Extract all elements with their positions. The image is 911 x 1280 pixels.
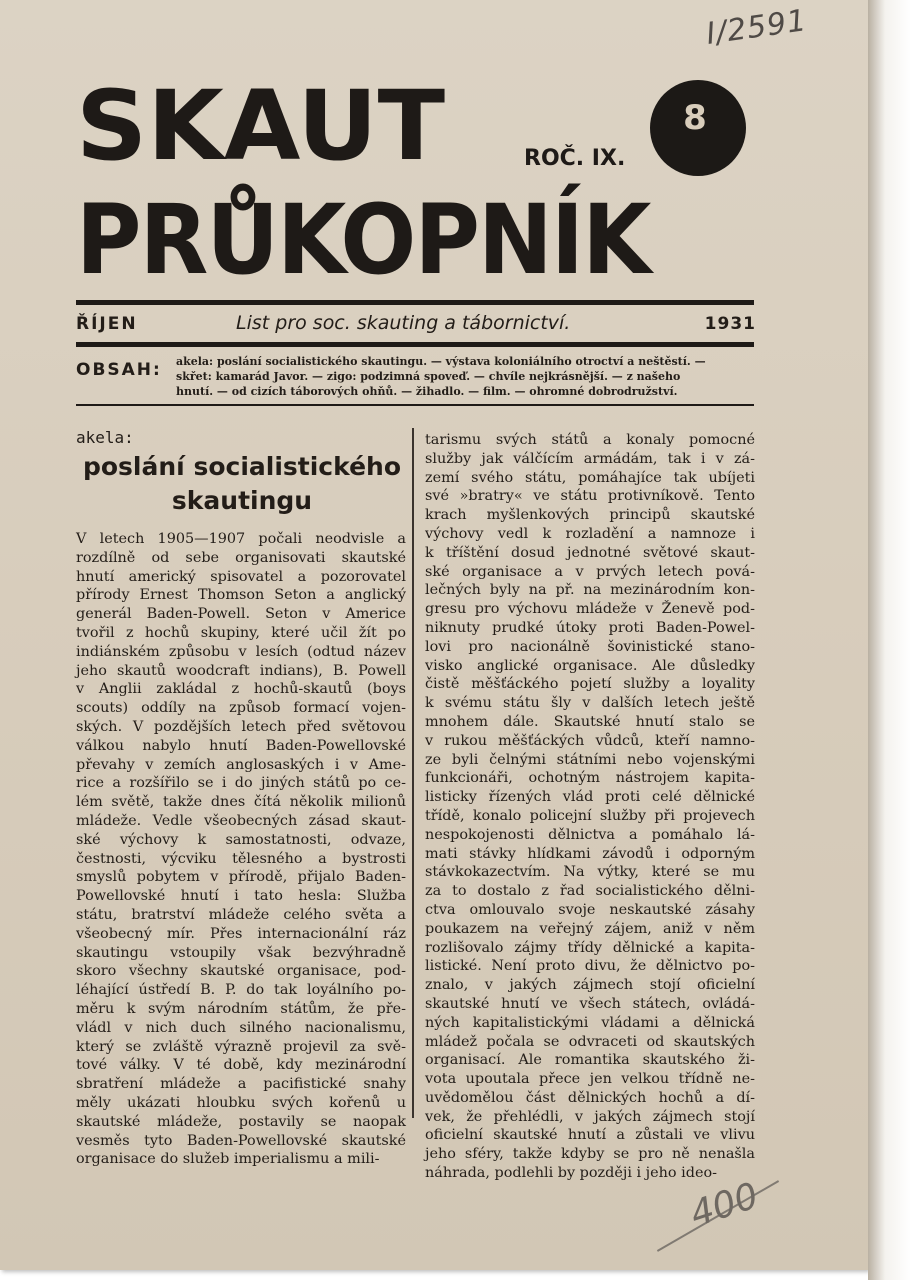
contents-label: OBSAH:	[76, 360, 162, 380]
article-line: lovi pro nacionálně šovinistické stano-	[425, 638, 755, 655]
article-line: služby jak válčícím armádám, tak i v zá-	[425, 450, 755, 467]
article-line: listicky řízených vlád proti celé dělnické	[425, 789, 755, 806]
article-line: který se zvláště výrazně projevil za svě-	[76, 1038, 406, 1055]
contents-list	[176, 354, 756, 399]
pencil-number-handwritten: 400	[685, 1175, 764, 1236]
issue-year: 1931	[704, 314, 756, 334]
article-line: měly ukázati hloubku svých kořenů u	[76, 1094, 406, 1111]
issue-number: 8	[683, 98, 707, 138]
article-line: tvořil z hochů skupiny, které učil žít po	[76, 624, 406, 641]
article-line: ctva omlouvalo svoje neskautské zásahy	[425, 901, 755, 918]
article-title: poslání socialistického skautingu	[82, 452, 402, 515]
article-line: třídě, konalo policejní služby při projevech	[425, 807, 755, 824]
article-line: gresu pro výchovu mládeže v Ženevě pod-	[425, 601, 755, 618]
article-line: sbratření mládeže a pacifistické snahy	[76, 1076, 406, 1093]
article-line: přírody Ernest Thomson Seton a anglický	[76, 587, 406, 604]
article-line: znalo, v jakých zájmech stojí oficielní	[425, 977, 755, 994]
article-line: mládež počala se odvraceti od skautských	[425, 1033, 755, 1050]
scan-edge	[868, 0, 911, 1280]
article-line: jeho skautů woodcraft indians), B. Powell	[76, 662, 406, 679]
article-line: ských. V pozdějších letech před světovou	[76, 718, 406, 735]
article-line: oficielní skautské hnutí a zůstali ve vlivu	[425, 1127, 755, 1144]
article-line: rice a rozšířilo se i do jiných států po ce-	[76, 775, 406, 792]
article-line: niknuty prudké útoky proti Baden-Powel-	[425, 619, 755, 636]
article-line: organisace do služeb imperialismu a mili-	[76, 1151, 380, 1168]
article-line: jeho sféry, takže kdyby se pro ně nenašla	[425, 1146, 755, 1163]
article-line: k tříštění dosud jednotné světové skaut-	[425, 544, 755, 561]
article-line: uvědomělou část dělnických hochů a dí-	[425, 1089, 755, 1106]
article-line: vek, že přehlédli, v jakých zájmech stojí	[425, 1108, 755, 1125]
article-line: scouts) oddíly na způsob formací vojen-	[76, 700, 406, 717]
article-line: tové války. V té době, kdy mezinárodní	[76, 1057, 406, 1074]
article-line: lém světě, takže dnes čítá několik milionů	[76, 794, 406, 811]
article-line: léhající ústředí B. P. do tak loyálního po-	[76, 982, 406, 999]
article-line: krach myšlenkových principů skautské	[425, 507, 755, 524]
article-line: hnutí americký spisovatel a pozorovatel	[76, 568, 406, 585]
article-line: k svému státu šly v dalších letech ještě	[425, 695, 755, 712]
article-line: v Anglii zakládal z hochů-skautů (boys	[76, 681, 406, 698]
article-line: skautské hnutí ve všech státech, ovládá-	[425, 995, 755, 1012]
masthead-rule-top	[76, 300, 754, 305]
article-line: převahy v zemích anglosaských i v Ame-	[76, 756, 406, 773]
article-line: v rukou měšťáckých vůdců, kteří namno-	[425, 732, 755, 749]
article-line: funkcionáři, ochotným nástrojem kapita-	[425, 770, 755, 787]
article-line: listické. Není proto divu, že dělnictvo po-	[425, 958, 755, 975]
article-line: indiánském způsobu v lesích (odtud název	[76, 643, 406, 660]
contents-rule	[76, 404, 754, 406]
article-line: zemí svého státu, pomáhajíce tak ubíjeti	[425, 469, 755, 486]
article-line: stávkokazectvím. Na výtky, které se mu	[425, 864, 755, 881]
column-divider	[412, 428, 414, 1118]
article-line: organisací. Ale romantika skautského ži-	[425, 1052, 755, 1069]
contents-line: skřet: kamarád Javor. — zigo: podzimná spoveď. — chvíle nejkrásnější. — z našeho	[176, 370, 681, 383]
contents-line: akela: poslání socialistického skautingu. — výstava koloniálního otroctví a neštěstí. —	[176, 355, 706, 368]
tagline: List pro soc. skauting a tábornictví.	[236, 312, 571, 334]
article-line: čistě měšťáckého pojetí služby a loyality	[425, 676, 755, 693]
article-line: mati stávky hlídkami závodů i odporným	[425, 845, 755, 862]
article-column-left	[76, 530, 406, 1169]
article-line: vesměs tyto Baden-Powellovské skautské	[76, 1132, 406, 1149]
article-line: výchovy vedl k rozladění a namnoze i	[425, 525, 755, 542]
article-line: měru k svým národním státům, že pře-	[76, 1000, 406, 1017]
article-line: vládl v nich duch silného nacionalismu,	[76, 1019, 406, 1036]
article-line: mnohem dále. Skautské hnutí stalo se	[425, 713, 755, 730]
article-line: ných kapitalistickými vládami a dělnická	[425, 1014, 755, 1031]
article-line: ze byli čelnými státními nebo vojenskými	[425, 751, 755, 768]
article-line: své »bratry« ve státu protivníkově. Tento	[425, 488, 755, 505]
article-line: V letech 1905—1907 počali neodvisle a	[76, 531, 406, 547]
article-line: válkou nabylo hnutí Baden-Powellovské	[76, 737, 406, 754]
article-line: rozdílně od sebe organisovati skautské	[76, 549, 406, 566]
article-line: náhrada, podlehli by později i jeho ideo-	[425, 1165, 718, 1182]
article-line: ské výchovy k samostatnosti, odvaze,	[76, 831, 406, 848]
article-line: generál Baden-Powell. Seton v Americe	[76, 606, 406, 623]
article-line: Powellovské hnutí i tato hesla: Služba	[76, 888, 406, 905]
article-line: rozlišovalo zájmy třídy dělnické a kapita-	[425, 939, 755, 956]
article-line: mládeže. Vedle všeobecných zásad skaut-	[76, 812, 406, 829]
article-line: skautingu vstoupily však bezvýhradně	[76, 944, 406, 961]
article-line: čestnosti, výcviku tělesného a bystrosti	[76, 850, 406, 867]
archive-number-handwritten: I/2591	[704, 3, 810, 52]
article-line: ské organisace a v prvých letech pová-	[425, 563, 755, 580]
article-line: poukazem na veřejný zájem, aniž v něm	[425, 920, 755, 937]
masthead-title-line2: PRŮKOPNÍK	[76, 184, 650, 296]
article-line: vota upoutala přece jen velkou třídně ne-	[425, 1071, 755, 1088]
masthead-title-line1: SKAUT	[76, 70, 446, 182]
issue-number-badge	[650, 80, 746, 176]
article-line: visko anglické organisace. Ale důsledky	[425, 657, 755, 674]
article-line: smyslů pobytem v přírodě, přijalo Baden-	[76, 869, 406, 886]
article-author: akela:	[76, 428, 134, 447]
article-line: tarismu svých států a konaly pomocné	[425, 432, 755, 448]
article-line: státu, bratrství mládeže celého světa a	[76, 906, 406, 923]
issue-month: ŘÍJEN	[76, 314, 138, 334]
article-line: lečných byly na př. na mezinárodním kon-	[425, 582, 755, 599]
article-column-right	[425, 431, 755, 1183]
volume-label: ROČ. IX.	[524, 146, 626, 171]
masthead-rule-bottom	[76, 342, 754, 347]
contents-line: hnutí. — od cizích táborových ohňů. — žihadlo. — film. — ohromné dobrodružství.	[176, 385, 678, 398]
article-line: skautské mládeže, postavily se naopak	[76, 1113, 406, 1130]
article-line: za to dostalo z řad socialistického dělni-	[425, 883, 755, 900]
masthead-subhead	[76, 312, 756, 340]
article-line: skoro všechny skautské organisace, pod-	[76, 963, 406, 980]
article-line: všeobecný mír. Přes internacionální ráz	[76, 925, 406, 942]
article-line: nespokojenosti dělnictva a pomáhalo lá-	[425, 826, 755, 843]
